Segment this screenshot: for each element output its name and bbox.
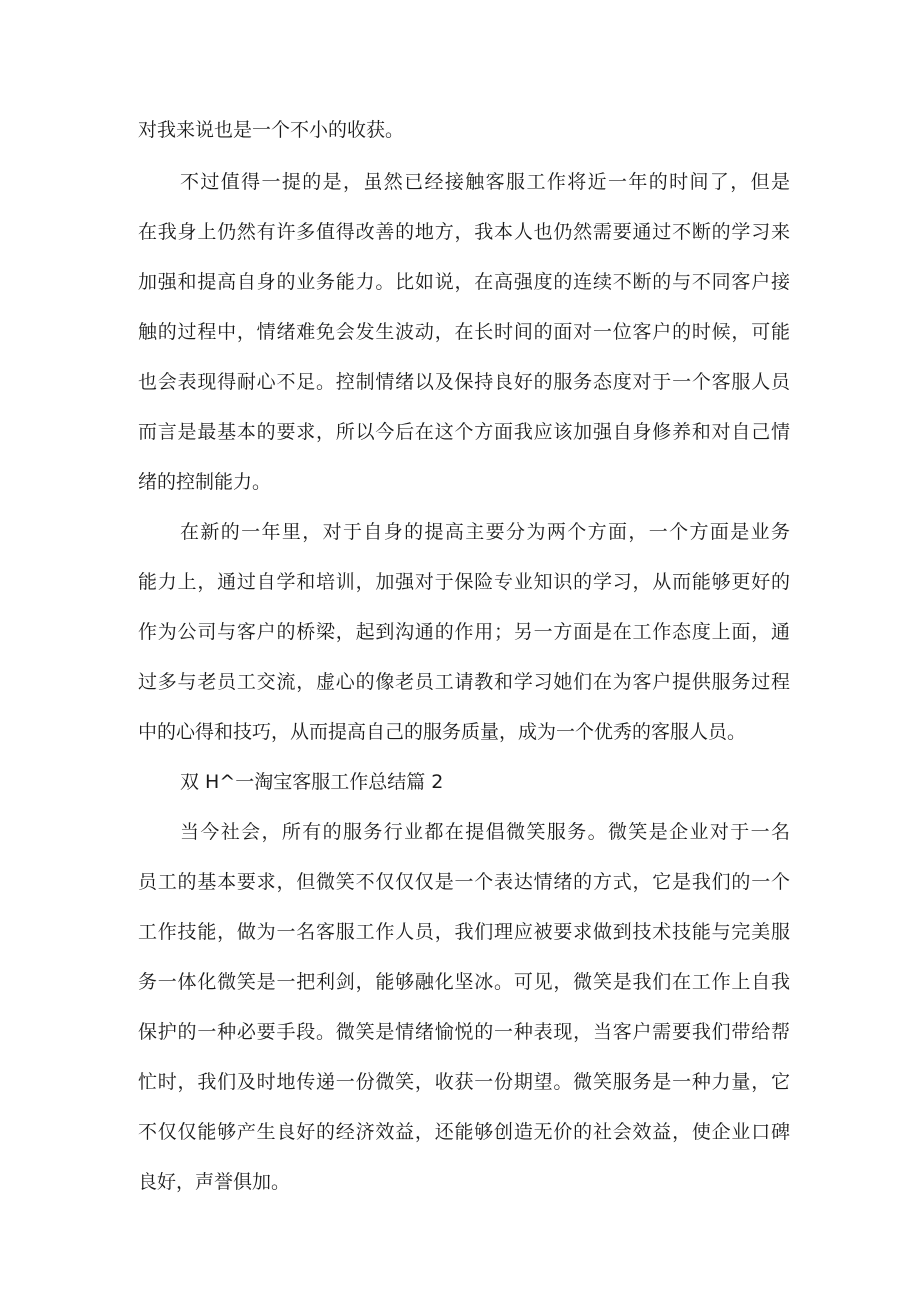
- section-heading: 双 H^一淘宝客服工作总结篇 2: [180, 771, 444, 793]
- paragraph-2-line-3: 作为公司与客户的桥梁，起到沟通的作用；另一方面是在工作态度上面，通: [138, 621, 790, 643]
- paragraph-3-line-3: 工作技能，做为一名客服工作人员，我们理应被要求做到技术技能与完美服: [138, 921, 790, 943]
- paragraph-1-line-1: 不过值得一提的是，虽然已经接触客服工作将近一年的时间了，但是: [180, 171, 790, 193]
- paragraph-3-line-6: 忙时，我们及时地传递一份微笑，收获一份期望。微笑服务是一种力量，它: [138, 1071, 790, 1093]
- paragraph-3-line-5: 保护的一种必要手段。微笑是情绪愉悦的一种表现，当客户需要我们带给帮: [138, 1021, 790, 1043]
- continuation-line: 对我来说也是一个不小的收获。: [138, 119, 405, 141]
- paragraph-3-line-2: 员工的基本要求，但微笑不仅仅仅是一个表达情绪的方式，它是我们的一个: [138, 871, 790, 893]
- paragraph-2-line-5: 中的心得和技巧，从而提高自己的服务质量，成为一个优秀的客服人员。: [138, 721, 747, 743]
- paragraph-2-line-2: 能力上，通过自学和培训，加强对于保险专业知识的学习，从而能够更好的: [138, 571, 790, 593]
- paragraph-1-line-7: 绪的控制能力。: [138, 471, 272, 493]
- paragraph-1-line-2: 在我身上仍然有许多值得改善的地方，我本人也仍然需要通过不断的学习来: [138, 221, 790, 243]
- paragraph-1-line-4: 触的过程中，情绪难免会发生波动，在长时间的面对一位客户的时候，可能: [138, 321, 790, 343]
- paragraph-3-line-8: 良好，声誉俱加。: [138, 1171, 291, 1193]
- paragraph-3-line-4: 务一体化微笑是一把利剑，能够融化坚冰。可见，微笑是我们在工作上自我: [138, 971, 790, 993]
- paragraph-1-line-3: 加强和提高自身的业务能力。比如说，在高强度的连续不断的与不同客户接: [138, 271, 790, 293]
- paragraph-2-line-4: 过多与老员工交流，虚心的像老员工请教和学习她们在为客户提供服务过程: [138, 671, 790, 693]
- paragraph-3-line-7: 不仅仅能够产生良好的经济效益，还能够创造无价的社会效益，使企业口碑: [138, 1121, 790, 1143]
- paragraph-3-line-1: 当今社会，所有的服务行业都在提倡微笑服务。微笑是企业对于一名: [180, 821, 790, 843]
- paragraph-2-line-1: 在新的一年里，对于自身的提高主要分为两个方面，一个方面是业务: [180, 521, 790, 543]
- paragraph-1-line-6: 而言是最基本的要求，所以今后在这个方面我应该加强自身修养和对自己情: [138, 421, 790, 443]
- paragraph-1-line-5: 也会表现得耐心不足。控制情绪以及保持良好的服务态度对于一个客服人员: [138, 371, 790, 393]
